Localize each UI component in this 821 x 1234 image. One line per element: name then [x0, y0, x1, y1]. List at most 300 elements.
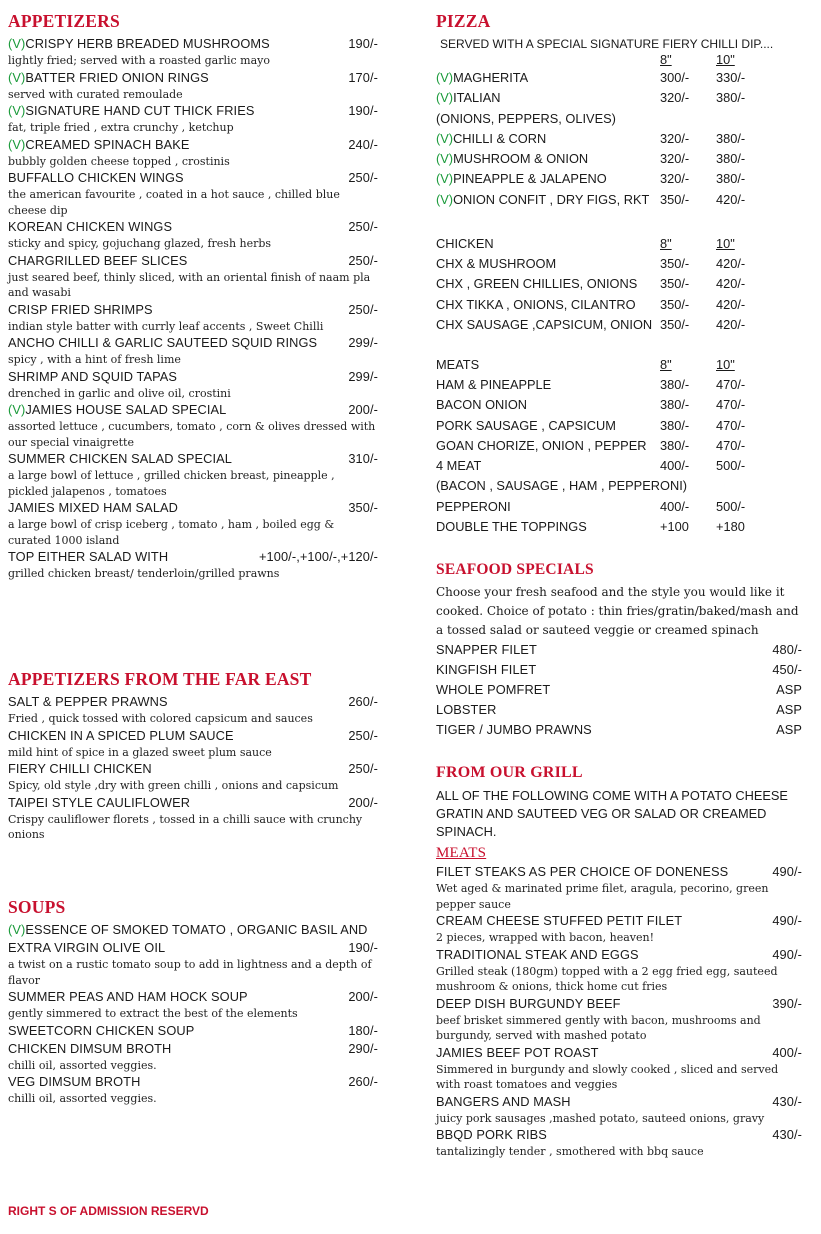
- item-price: 350/-: [348, 500, 378, 515]
- item-name-wrap: [436, 295, 660, 315]
- item-name-wrap: [8, 499, 178, 517]
- seafood-item: [436, 720, 802, 740]
- veg-marker: (V): [436, 171, 454, 187]
- size-header: [436, 234, 806, 254]
- item-name: ANCHO CHILLI & GARLIC SAUTEED SQUID RINGS: [8, 335, 318, 350]
- menu-item-row: [8, 499, 378, 517]
- menu-item-row: [8, 693, 378, 711]
- pizza-item: [436, 254, 806, 274]
- item-name: SUMMER PEAS AND HAM HOCK SOUP: [8, 989, 248, 1004]
- item-name-wrap: [436, 68, 660, 88]
- item-name-wrap: [8, 368, 177, 386]
- seafood-item: [436, 660, 802, 680]
- item-price: 240/-: [348, 136, 378, 152]
- item-name: JAMIES BEEF POT ROAST: [436, 1044, 599, 1060]
- menu-item: [8, 499, 378, 548]
- size-header: [436, 355, 806, 375]
- item-name-wrap: [436, 517, 660, 537]
- item-name-wrap: [8, 136, 190, 154]
- item-price: 400/-: [772, 1044, 802, 1060]
- veg-marker: (V): [436, 90, 454, 106]
- item-name-wrap: [8, 102, 254, 120]
- section-title: APPETIZERS FROM THE FAR EAST: [8, 669, 312, 689]
- item-price: 299/-: [348, 335, 378, 350]
- pizza-item: [436, 295, 806, 315]
- price-10: 500/-: [716, 498, 746, 514]
- section-title: PIZZA: [436, 11, 491, 31]
- menu-item: [8, 693, 378, 727]
- section-title: FROM OUR GRILL: [436, 764, 583, 781]
- price-8: [660, 476, 716, 496]
- item-description: bubbly golden cheese topped , crostinis: [8, 154, 230, 168]
- pizza-item: [436, 315, 806, 335]
- menu-item-row: [436, 1126, 802, 1144]
- item-name: LOBSTER: [436, 702, 497, 717]
- menu-item: [8, 939, 378, 988]
- item-name: GOAN CHORIZE, ONION , PEPPER: [436, 437, 647, 453]
- item-description: mild hint of spice in a glazed sweet plum sauce: [8, 745, 272, 759]
- item-price: 450/-: [772, 662, 802, 677]
- veg-marker: (V): [8, 402, 26, 417]
- price-8: 400/-: [660, 458, 690, 474]
- pizza-item: [436, 88, 806, 108]
- size-8-label: 8": [660, 52, 672, 67]
- item-name: KOREAN CHICKEN WINGS: [8, 219, 173, 234]
- item-name-wrap: [436, 946, 639, 964]
- item-name: CHX , GREEN CHILLIES, ONIONS: [436, 276, 638, 292]
- item-description: served with curated remoulade: [8, 87, 183, 101]
- item-name-wrap: [8, 548, 168, 566]
- item-name: CRISP FRIED SHRIMPS: [8, 301, 153, 317]
- item-name: ONION CONFIT , DRY FIGS, RKT: [453, 191, 650, 207]
- item-description: a large bowl of crisp iceberg , tomato , ham , boiled egg & curated 1000 island: [8, 518, 335, 547]
- price-10: 380/-: [716, 171, 746, 187]
- price-10: 420/-: [716, 276, 746, 292]
- price-10: 470/-: [716, 397, 746, 413]
- item-price: 250/-: [348, 761, 378, 776]
- grill-list: [436, 863, 802, 1160]
- price-8: 350/-: [660, 316, 690, 332]
- appetizers-section: [8, 10, 378, 582]
- price-10: 500/-: [716, 458, 746, 474]
- menu-item-row: [8, 1073, 378, 1091]
- admission-notice: RIGHT S OF ADMISSION RESERVD: [8, 1204, 209, 1218]
- item-description: assorted lettuce , cucumbers, tomato , corn & olives dressed with our special vinaigrette: [8, 420, 376, 449]
- item-price: 250/-: [348, 301, 378, 317]
- veg-marker: (V): [8, 69, 26, 85]
- appetizers-list: [8, 35, 378, 582]
- item-name-wrap: [436, 254, 660, 274]
- item-price: ASP: [776, 702, 802, 717]
- price-10: 420/-: [716, 316, 746, 332]
- meat-pizza-section: [436, 355, 806, 537]
- menu-item-row: [436, 1093, 802, 1111]
- item-name: JAMIES HOUSE SALAD SPECIAL: [25, 402, 227, 417]
- item-description: a twist on a rustic tomato soup to add in lightness and a depth of flavor: [8, 958, 372, 987]
- price-10: 420/-: [716, 256, 746, 271]
- price-8: 350/-: [660, 296, 690, 312]
- item-name: DEEP DISH BURGUNDY BEEF: [436, 995, 621, 1011]
- item-price: 260/-: [348, 694, 378, 709]
- menu-item-row: [8, 169, 378, 187]
- menu-item-row: [8, 1022, 378, 1040]
- item-description: chilli oil, assorted veggies.: [8, 1058, 157, 1072]
- item-price: 180/-: [348, 1022, 378, 1038]
- item-price: 430/-: [772, 1127, 802, 1142]
- menu-item: [8, 35, 378, 69]
- pizza-item: [436, 68, 806, 88]
- item-name: ESSENCE OF SMOKED TOMATO , ORGANIC BASIL AND: [25, 922, 368, 937]
- price-8: 320/-: [660, 130, 690, 146]
- item-name-wrap: [436, 863, 728, 881]
- item-description: Spicy, old style ,dry with green chilli , onions and capsicum: [8, 779, 339, 792]
- item-name-wrap: [436, 476, 688, 496]
- item-name: FILET STEAKS AS PER CHOICE OF DONENESS: [436, 864, 729, 879]
- size-10-label: 10": [716, 357, 735, 372]
- chicken-pizza-list: [436, 254, 806, 335]
- menu-item: [8, 548, 378, 582]
- item-name-wrap: [436, 375, 660, 395]
- item-name-wrap: [8, 334, 317, 352]
- item-name: BANGERS AND MASH: [436, 1093, 571, 1109]
- item-price: 190/-: [348, 36, 378, 51]
- seafood-item: [436, 680, 802, 700]
- item-name-wrap: [436, 315, 660, 335]
- item-name: TRADITIONAL STEAK AND EGGS: [436, 946, 639, 962]
- price-8: 380/-: [660, 377, 690, 392]
- item-name: CREAM CHEESE STUFFED PETIT FILET: [436, 913, 683, 928]
- item-price: 490/-: [772, 946, 802, 962]
- item-name: CHARGRILLED BEEF SLICES: [8, 252, 188, 268]
- pizza-subtitle: SERVED WITH A SPECIAL SIGNATURE FIERY CHILLI DIP....: [440, 37, 774, 51]
- item-description: drenched in garlic and olive oil, crostini: [8, 386, 231, 400]
- menu-item: [8, 1073, 378, 1107]
- seafood-section: [436, 559, 802, 740]
- veg-marker: (V): [436, 130, 454, 146]
- item-description: fat, triple fried , extra crunchy , ketchup: [8, 121, 234, 134]
- item-name-wrap: [8, 1022, 194, 1040]
- item-description: Wet aged & marinated prime filet, aragula, pecorino, green pepper sauce: [436, 882, 769, 911]
- item-name: TOP EITHER SALAD WITH: [8, 549, 169, 564]
- item-name: (ONIONS, PEPPERS, OLIVES): [436, 110, 616, 126]
- veg-marker: (V): [436, 151, 454, 167]
- item-name: SIGNATURE HAND CUT THICK FRIES: [25, 103, 255, 118]
- menu-item-row: [8, 450, 378, 468]
- item-name: BATTER FRIED ONION RINGS: [25, 69, 209, 85]
- price-8: 400/-: [660, 498, 690, 514]
- item-price: 480/-: [772, 642, 802, 657]
- seafood-intro: Choose your fresh seafood and the style you would like it cooked. Choice of potato : thin fries/gratin/baked/mash and a tossed salad or sauteed veggie or creamed spinach: [436, 585, 799, 637]
- item-name-wrap: [8, 693, 168, 711]
- item-description: 2 pieces, wrapped with bacon, heaven!: [436, 931, 655, 944]
- menu-item: [8, 136, 378, 170]
- item-name-wrap: [8, 939, 165, 957]
- price-10: 470/-: [716, 437, 746, 453]
- item-description: just seared beef, thinly sliced, with an oriental finish of naam pla and wasabi: [8, 270, 371, 299]
- menu-item-row: [436, 863, 802, 881]
- item-name: 4 MEAT: [436, 458, 482, 474]
- item-price: 200/-: [348, 402, 378, 417]
- item-name: CHX TIKKA , ONIONS, CILANTRO: [436, 296, 636, 312]
- price-8: +100: [660, 519, 689, 535]
- item-description: gently simmered to extract the best of the elements: [8, 1007, 298, 1020]
- item-name: BACON ONION: [436, 397, 528, 413]
- menu-item: [8, 727, 378, 761]
- item-name-wrap: [436, 497, 660, 517]
- item-name-wrap: [8, 252, 187, 270]
- item-name: DOUBLE THE TOPPINGS: [436, 519, 587, 535]
- price-10: [716, 476, 772, 496]
- item-name: EXTRA VIRGIN OLIVE OIL: [8, 940, 166, 955]
- item-name: CHX & MUSHROOM: [436, 256, 557, 271]
- menu-item: [8, 218, 378, 252]
- item-name: PORK SAUSAGE , CAPSICUM: [436, 417, 616, 433]
- veg-marker: (V): [8, 36, 26, 51]
- item-name-wrap: [436, 169, 660, 189]
- price-10: 330/-: [716, 70, 746, 85]
- price-8: 320/-: [660, 151, 690, 167]
- item-price: ASP: [776, 682, 802, 697]
- item-name-wrap: [436, 416, 660, 436]
- size-10-label: 10": [716, 236, 735, 251]
- item-name: FIERY CHILLI CHICKEN: [8, 761, 152, 776]
- veg-marker: (V): [436, 191, 454, 207]
- item-price: 290/-: [348, 1040, 378, 1056]
- menu-item: [436, 995, 802, 1044]
- far-east-section: [8, 668, 378, 843]
- menu-item-row: [8, 794, 378, 812]
- item-name: SALT & PEPPER PRAWNS: [8, 694, 168, 709]
- size-header: [436, 52, 806, 68]
- item-price: 190/-: [348, 940, 378, 955]
- item-name-wrap: [436, 88, 660, 108]
- item-description: chilli oil, assorted veggies.: [8, 1092, 157, 1105]
- item-name: MAGHERITA: [453, 70, 529, 85]
- item-price: 250/-: [348, 219, 378, 234]
- item-price: +100/-,+100/-,+120/-: [258, 549, 378, 564]
- item-price: 390/-: [772, 995, 802, 1011]
- item-name: WHOLE POMFRET: [436, 682, 551, 697]
- price-10: [716, 109, 772, 129]
- item-name: ITALIAN: [453, 90, 501, 106]
- seafood-list: [436, 640, 802, 740]
- item-description: lightly fried; served with a roasted garlic mayo: [8, 54, 271, 67]
- item-price: 310/-: [348, 451, 378, 466]
- menu-item: [436, 1126, 802, 1160]
- menu-item: [8, 252, 378, 301]
- item-name-wrap: [436, 1044, 599, 1062]
- item-name-wrap: [8, 169, 184, 187]
- pizza-item: [436, 149, 806, 169]
- item-name: HAM & PINEAPPLE: [436, 377, 552, 392]
- price-8: 350/-: [660, 191, 690, 207]
- menu-item: [8, 450, 378, 499]
- menu-item: [8, 401, 378, 450]
- menu-item-row: [8, 1040, 378, 1058]
- item-name: CHX SAUSAGE ,CAPSICUM, ONION: [436, 316, 653, 332]
- item-name-wrap: [436, 109, 660, 129]
- menu-item: [8, 988, 378, 1022]
- item-name: BUFFALLO CHICKEN WINGS: [8, 170, 184, 185]
- item-description: spicy , with a hint of fresh lime: [8, 353, 181, 366]
- item-name-wrap: [8, 988, 248, 1006]
- item-name: CREAMED SPINACH BAKE: [25, 136, 190, 152]
- item-name-wrap: [8, 1040, 171, 1058]
- pizza-section: [436, 10, 806, 210]
- item-name: CHICKEN DIMSUM BROTH: [8, 1040, 172, 1056]
- menu-item: [436, 1093, 802, 1127]
- price-8: 350/-: [660, 256, 690, 271]
- pizza-item: [436, 274, 806, 294]
- menu-item: [8, 1022, 378, 1040]
- chicken-pizza-section: [436, 234, 806, 335]
- item-name: PEPPERONI: [436, 498, 511, 514]
- pizza-item: [436, 395, 806, 415]
- item-name: JAMIES MIXED HAM SALAD: [8, 500, 179, 515]
- section-title: SOUPS: [8, 897, 66, 917]
- menu-item: [436, 1044, 802, 1093]
- menu-item-row: [8, 334, 378, 352]
- menu-item-row: [436, 995, 802, 1013]
- price-10: 420/-: [716, 191, 746, 207]
- price-8: 350/-: [660, 276, 690, 292]
- seafood-item: [436, 640, 802, 660]
- pizza-item: [436, 476, 806, 496]
- pizza-list: [436, 68, 806, 210]
- item-name: CRISPY HERB BREADED MUSHROOMS: [25, 36, 270, 51]
- size-10-label: 10": [716, 52, 735, 67]
- item-name: VEG DIMSUM BROTH: [8, 1074, 141, 1089]
- item-name-wrap: [436, 149, 660, 169]
- price-8: 380/-: [660, 397, 690, 413]
- menu-item-row: [8, 401, 378, 419]
- item-description: a large bowl of lettuce , grilled chicken breast, pineapple , pickled jalapenos , tomatoes: [8, 469, 335, 498]
- price-10: +180: [716, 519, 745, 535]
- item-name: KINGFISH FILET: [436, 662, 537, 677]
- item-name: SWEETCORN CHICKEN SOUP: [8, 1022, 195, 1038]
- section-title: CHICKEN: [436, 236, 494, 251]
- item-price: 250/-: [348, 170, 378, 185]
- price-10: 470/-: [716, 417, 746, 433]
- item-name-wrap: [8, 794, 190, 812]
- pizza-item: [436, 109, 806, 129]
- item-name: CHICKEN IN A SPICED PLUM SAUCE: [8, 727, 234, 743]
- item-description: grilled chicken breast/ tenderloin/grilled prawns: [8, 567, 280, 580]
- item-price: 250/-: [348, 252, 378, 268]
- price-10: 420/-: [716, 296, 746, 312]
- price-10: 380/-: [716, 130, 746, 146]
- item-price: 200/-: [348, 794, 378, 810]
- price-8: 380/-: [660, 437, 690, 453]
- item-name-wrap: [8, 401, 226, 419]
- item-description: sticky and spicy, gojuchang glazed, fresh herbs: [8, 237, 272, 250]
- item-name-wrap: [8, 301, 153, 319]
- price-8: 320/-: [660, 90, 690, 106]
- item-name: MUSHROOM & ONION: [453, 151, 589, 167]
- soup-first-line: [8, 921, 378, 939]
- soups-list: [8, 939, 378, 1107]
- menu-item: [436, 946, 802, 995]
- menu-item: [8, 794, 378, 843]
- item-name-wrap: [436, 129, 660, 149]
- menu-item-row: [8, 939, 378, 957]
- item-description: Grilled steak (180gm) topped with a 2 egg fried egg, sauteed mushroom & onions, thick home cut fries: [436, 964, 778, 993]
- item-price: 250/-: [348, 727, 378, 743]
- item-name-wrap: [436, 395, 660, 415]
- menu-item-row: [8, 368, 378, 386]
- item-description: juicy pork sausages ,mashed potato, sauteed onions, gravy: [436, 1111, 765, 1125]
- grill-note: ALL OF THE FOLLOWING COME WITH A POTATO CHEESE GRATIN AND SAUTEED VEG OR SALAD OR CREAMED SPINACH.: [436, 788, 788, 839]
- menu-item: [8, 102, 378, 136]
- menu-item-row: [8, 102, 378, 120]
- menu-item: [8, 760, 378, 794]
- item-price: ASP: [776, 722, 802, 737]
- menu-item: [436, 912, 802, 946]
- menu-item-row: [8, 301, 378, 319]
- item-name: PINEAPPLE & JALAPENO: [453, 171, 607, 187]
- menu-item-row: [8, 548, 378, 566]
- menu-item-row: [8, 69, 378, 87]
- menu-item-row: [8, 252, 378, 270]
- price-8: 320/-: [660, 171, 690, 187]
- item-name-wrap: [436, 190, 660, 210]
- menu-item-row: [8, 35, 378, 53]
- menu-item: [8, 301, 378, 335]
- meat-pizza-list: [436, 375, 806, 537]
- item-price: 490/-: [772, 913, 802, 928]
- menu-item-row: [436, 1044, 802, 1062]
- pizza-item: [436, 416, 806, 436]
- far-east-list: [8, 693, 378, 843]
- veg-marker: (V): [436, 70, 454, 85]
- grill-subhead: MEATS: [436, 845, 487, 861]
- size-8-label: 8": [660, 236, 672, 251]
- item-description: Fried , quick tossed with colored capsicum and sauces: [8, 712, 313, 725]
- item-name-wrap: [8, 35, 270, 53]
- price-10: 380/-: [716, 151, 746, 167]
- item-price: 190/-: [348, 103, 378, 118]
- item-price: 430/-: [772, 1093, 802, 1109]
- pizza-item: [436, 375, 806, 395]
- veg-marker: (V): [8, 103, 26, 118]
- pizza-item: [436, 436, 806, 456]
- item-description: indian style batter with currly leaf accents , Sweet Chilli: [8, 319, 324, 333]
- item-description: Simmered in burgundy and slowly cooked , sliced and served with roast tomatoes and veggies: [436, 1062, 779, 1091]
- size-8-label: 8": [660, 357, 672, 372]
- pizza-item: [436, 169, 806, 189]
- section-title: APPETIZERS: [8, 11, 120, 31]
- item-name: CHILLI & CORN: [453, 130, 547, 146]
- price-10: 470/-: [716, 377, 746, 392]
- menu-item: [436, 863, 802, 912]
- veg-marker: (V): [8, 136, 26, 152]
- item-name: SUMMER CHICKEN SALAD SPECIAL: [8, 451, 232, 466]
- menu-item-row: [8, 136, 378, 154]
- price-8: 380/-: [660, 417, 690, 433]
- item-price: 299/-: [348, 368, 378, 384]
- item-name-wrap: [8, 218, 172, 236]
- item-name-wrap: [8, 1073, 140, 1091]
- pizza-item: [436, 456, 806, 476]
- item-name-wrap: [8, 69, 209, 87]
- item-description: tantalizingly tender , smothered with bbq sauce: [436, 1145, 704, 1158]
- pizza-item: [436, 517, 806, 537]
- item-price: 200/-: [348, 989, 378, 1004]
- item-name-wrap: [436, 1093, 571, 1111]
- soups-section: [8, 896, 378, 1107]
- menu-item-row: [8, 988, 378, 1006]
- item-name-wrap: [8, 760, 152, 778]
